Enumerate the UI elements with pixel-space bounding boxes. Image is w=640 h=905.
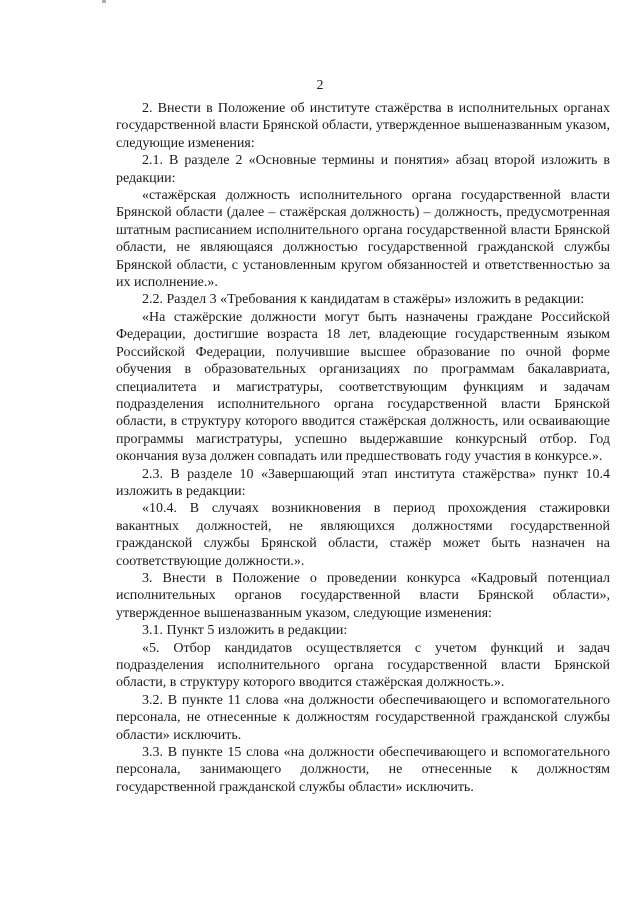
paragraph-2-2-quote: «На стажёрские должности могут быть назначены граждане Российской Федерации, достигшие возраста 18 лет, владеющие государственным языком Российской Федерации, получившие высшее образование по очной форме обучения в образовательных организациях по программам бакалавриата, специалитета и магистратуры, соответствующим функциям и задачам подразделения исполнительного органа государственной власти Брянской области, в структуру которого вводится стажёрская должность, или осваивающие программы магистратуры, успешно выдержавшие конкурсный отбор. Год окончания вуза должен совпадать или предшествовать году участия в конкурсе.». [116,309,610,465]
paragraph-2-1: 2.1. В разделе 2 «Основные термины и понятия» абзац второй изложить в редакции: [116,153,610,186]
paragraph-3-1-quote: «5. Отбор кандидатов осуществляется с учетом функций и задач подразделения исполнительного органа государственной власти Брянской области, в структуру которого вводится стажёрская должность.». [116,640,610,691]
paragraph-3-3: 3.3. В пункте 15 слова «на должности обеспечивающего и вспомогательного персонала, занимающего должности, не отнесенные к должностям государственной гражданской службы области» исключить. [116,745,610,795]
scan-artifact [102,0,106,3]
paragraph-2: 2. Внести в Положение об институте стажёрства в исполнительных органах государственной власти Брянской области, утвержденное вышеназванным указом, следующие изменения: [116,101,610,151]
paragraph-3: 3. Внести в Положение о проведении конкурса «Кадровый потенциал исполнительных органов государственной власти Брянской области», утвержденное вышеназванным указом, следующие изменения: [116,570,610,621]
page-number: 2 [316,78,324,93]
paragraph-3-1: 3.1. Пункт 5 изложить в редакции: [142,623,348,639]
paragraph-3-2: 3.2. В пункте 11 слова «на должности обеспечивающего и вспомогательного персонала, не отнесенные к должностям государственной гражданской службы области» исключить. [116,692,610,743]
paragraph-2-1-quote: «стажёрская должность исполнительного органа государственной власти Брянской области (далее – стажёрская должность) – должность, предусмотренная штатным расписанием исполнительного органа государственной власти Брянской области, не являющаяся должностью государственной гражданской службы Брянской области, с установленным кругом обязанностей и ответственностью за их исполнение.». [116,188,610,291]
paragraph-2-2: 2.2. Раздел 3 «Требования к кандидатам в стажёры» изложить в редакции: [142,292,585,308]
document-body [116,100,610,796]
paragraph-2-3-quote: «10.4. В случаях возникновения в период прохождения стажировки вакантных должностей, не являющихся должностями государственной гражданской службы Брянской области, стажёр может быть назначен на соответствующие должности.». [116,501,610,569]
paragraph-2-3: 2.3. В разделе 10 «Завершающий этап института стажёрства» пункт 10.4 изложить в редакции: [116,466,610,499]
